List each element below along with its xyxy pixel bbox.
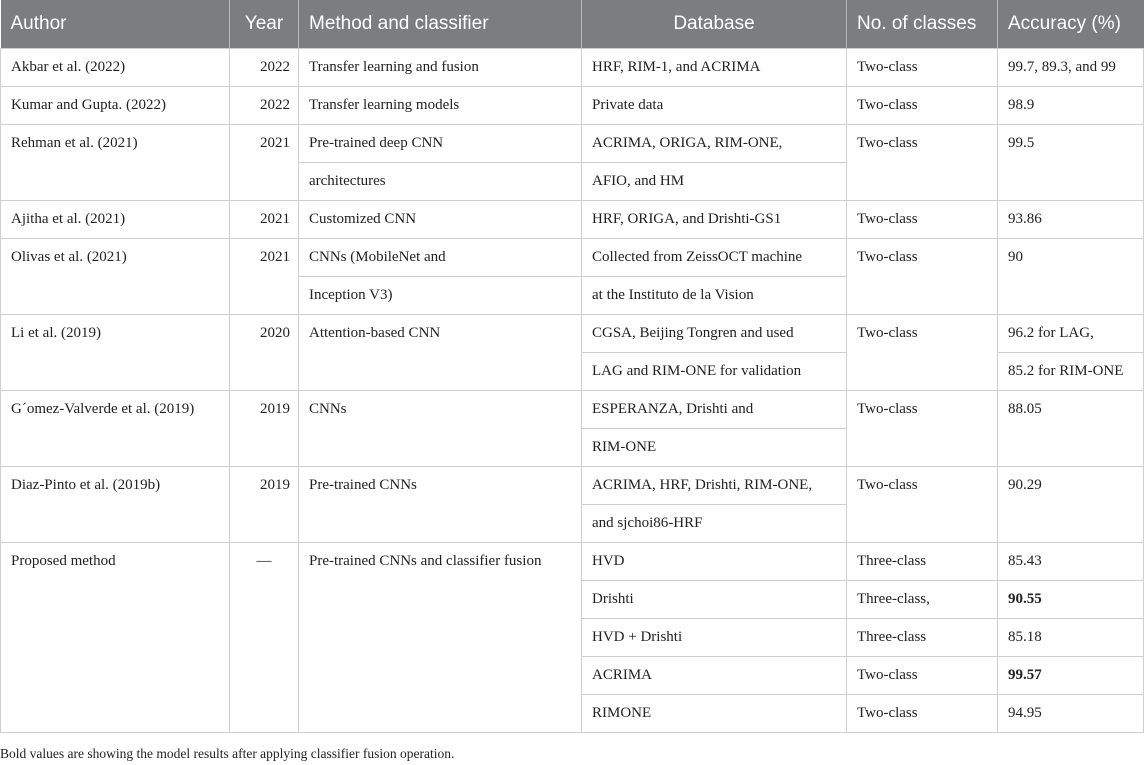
table-row (1, 125, 1144, 163)
accuracy-cell: 94.95 (998, 695, 1144, 733)
database-cell: Private data (582, 87, 847, 125)
database-cell: ACRIMA, HRF, Drishti, RIM-ONE, (582, 467, 847, 505)
accuracy-cell: 99.5 (998, 125, 1144, 201)
database-cell: ACRIMA, ORIGA, RIM-ONE, (582, 125, 847, 163)
table-footnote: Bold values are showing the model results after applying classifier fusion operation. (0, 746, 455, 761)
database-cell: ESPERANZA, Drishti and (582, 391, 847, 429)
accuracy-cell: 90.55 (998, 581, 1144, 619)
method-cell: Attention-based CNN (299, 315, 582, 391)
table-row (1, 467, 1144, 505)
author-cell: Akbar et al. (2022) (1, 49, 230, 87)
year-cell: — (230, 543, 299, 733)
author-cell: Diaz-Pinto et al. (2019b) (1, 467, 230, 543)
classes-cell: Three-class (847, 619, 998, 657)
method-cell: architectures (299, 163, 582, 201)
year-cell: 2021 (230, 125, 299, 201)
accuracy-cell: 98.9 (998, 87, 1144, 125)
table-row (1, 49, 1144, 87)
author-cell: Proposed method (1, 543, 230, 733)
classes-cell: Two-class (847, 125, 998, 201)
author-cell: Li et al. (2019) (1, 315, 230, 391)
author-cell: Olivas et al. (2021) (1, 239, 230, 315)
year-cell: 2020 (230, 315, 299, 391)
database-cell: LAG and RIM-ONE for validation (582, 353, 847, 391)
accuracy-cell: 93.86 (998, 201, 1144, 239)
classes-cell: Two-class (847, 239, 998, 315)
author-cell: Kumar and Gupta. (2022) (1, 87, 230, 125)
header-classes: No. of classes (847, 0, 998, 49)
method-cell: Pre-trained CNNs and classifier fusion (299, 543, 582, 733)
database-cell: Drishti (582, 581, 847, 619)
header-row (1, 0, 1144, 49)
database-cell: and sjchoi86-HRF (582, 505, 847, 543)
method-cell: Transfer learning and fusion (299, 49, 582, 87)
table-row (1, 239, 1144, 277)
method-cell: CNNs (299, 391, 582, 467)
table-row-proposed (1, 543, 1144, 581)
header-year: Year (230, 0, 299, 49)
classes-cell: Two-class (847, 657, 998, 695)
method-cell: Customized CNN (299, 201, 582, 239)
classes-cell: Two-class (847, 201, 998, 239)
header-accuracy: Accuracy (%) (998, 0, 1144, 49)
year-cell: 2019 (230, 467, 299, 543)
table-row (1, 391, 1144, 429)
database-cell: RIMONE (582, 695, 847, 733)
database-cell: HVD + Drishti (582, 619, 847, 657)
database-cell: HVD (582, 543, 847, 581)
database-cell: RIM-ONE (582, 429, 847, 467)
method-cell: Transfer learning models (299, 87, 582, 125)
header-method: Method and classifier (299, 0, 582, 49)
classes-cell: Two-class (847, 695, 998, 733)
accuracy-cell: 85.18 (998, 619, 1144, 657)
author-cell: Rehman et al. (2021) (1, 125, 230, 201)
table-row (1, 315, 1144, 353)
database-cell: HRF, ORIGA, and Drishti-GS1 (582, 201, 847, 239)
classes-cell: Three-class (847, 543, 998, 581)
database-cell: HRF, RIM-1, and ACRIMA (582, 49, 847, 87)
year-cell: 2019 (230, 391, 299, 467)
classes-cell: Two-class (847, 391, 998, 467)
classes-cell: Two-class (847, 49, 998, 87)
classes-cell: Two-class (847, 467, 998, 543)
accuracy-cell: 90 (998, 239, 1144, 315)
author-cell: Ajitha et al. (2021) (1, 201, 230, 239)
table-row (1, 201, 1144, 239)
database-cell: CGSA, Beijing Tongren and used (582, 315, 847, 353)
header-database: Database (582, 0, 847, 49)
method-cell: Inception V3) (299, 277, 582, 315)
year-cell: 2021 (230, 239, 299, 315)
method-cell: Pre-trained deep CNN (299, 125, 582, 163)
header-author: Author (1, 0, 230, 49)
classes-cell: Two-class (847, 87, 998, 125)
accuracy-cell: 85.2 for RIM-ONE (998, 353, 1144, 391)
year-cell: 2022 (230, 87, 299, 125)
method-cell: CNNs (MobileNet and (299, 239, 582, 277)
accuracy-cell: 90.29 (998, 467, 1144, 543)
accuracy-cell: 88.05 (998, 391, 1144, 467)
accuracy-cell: 99.57 (998, 657, 1144, 695)
year-cell: 2021 (230, 201, 299, 239)
database-cell: ACRIMA (582, 657, 847, 695)
method-cell: Pre-trained CNNs (299, 467, 582, 543)
classes-cell: Three-class, (847, 581, 998, 619)
classes-cell: Two-class (847, 315, 998, 391)
accuracy-cell: 99.7, 89.3, and 99 (998, 49, 1144, 87)
database-cell: Collected from ZeissOCT machine (582, 239, 847, 277)
author-cell: G´omez-Valverde et al. (2019) (1, 391, 230, 467)
accuracy-cell: 96.2 for LAG, (998, 315, 1144, 353)
database-cell: at the Instituto de la Vision (582, 277, 847, 315)
accuracy-cell: 85.43 (998, 543, 1144, 581)
table-row (1, 87, 1144, 125)
year-cell: 2022 (230, 49, 299, 87)
database-cell: AFIO, and HM (582, 163, 847, 201)
